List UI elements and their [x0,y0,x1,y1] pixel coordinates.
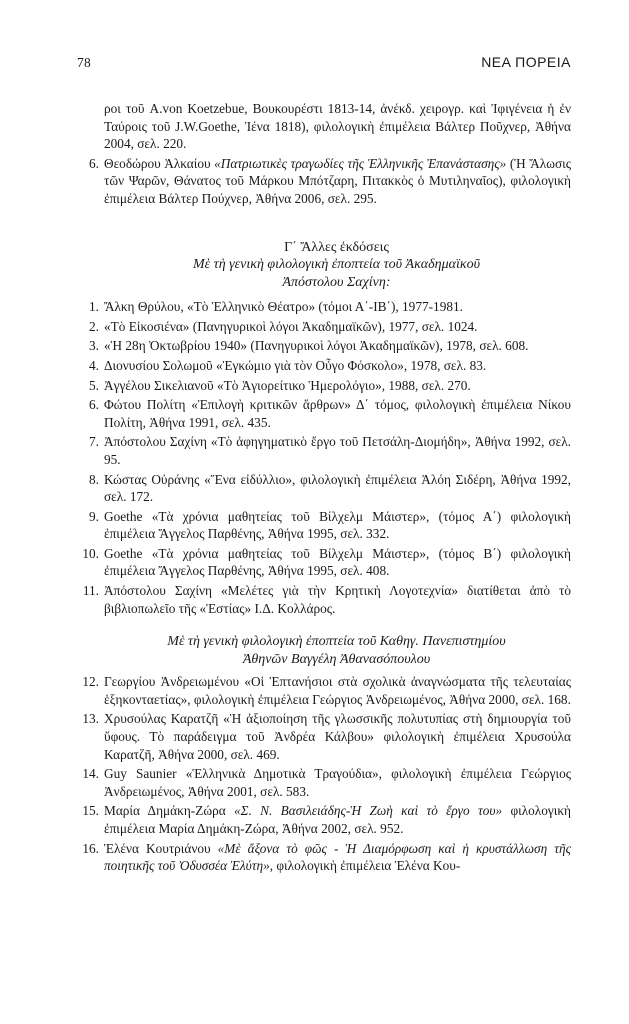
entry-number: 1. [89,299,99,315]
entry-text: Γεωργίου Ἀνδρειωμένου «Οἱ Ἑπτανήσιοι στὰ σχολικὰ ἀναγνώσματα τῆς τελευταίας ἑξηκονταετίας», φιλολογικὴ ἐπιμέλεια Γεώργιος Ἀνδρειωμένος, Ἀθήνα 2000, σελ. 168. [104,674,571,707]
section-title: Γ΄ Ἄλλες ἐκδόσεις [284,239,389,255]
entry-number: 9. [89,508,99,524]
entry-title: «Πατριωτικὲς τραγωδίες τῆς Ἑλληνικῆς Ἐπανάστασης» [214,155,507,171]
bibliography-entry [77,840,571,875]
entry-text: «Ἡ 28η Ὀκτωβρίου 1940» (Πανηγυρικοὶ λόγοι Ἀκαδημαϊκῶν), 1978, σελ. 608. [104,338,529,354]
entry-title: «Μὲ ἄξονα τὸ φῶς - Ἡ Διαμόρφωση καὶ ἡ κρυστάλλωση τῆς ποιητικῆς τοῦ Ὀδυσσέα Ἐλύτη» [104,840,571,874]
section-heading [77,239,571,293]
bibliography-entry [77,155,571,208]
bibliography-entry [77,337,571,355]
entry-text: Φώτου Πολίτη «Ἐπιλογὴ κριτικῶν ἄρθρων» Δ΄ τόμος, φιλολογικὴ ἐπιμέλεια Νίκου Πολίτη, Ἀθήνα 1991, σελ. 435. [104,397,571,430]
entry-number: 10. [82,545,99,561]
entry-text: Ἀπόστολου Σαχίνη «Μελέτες γιὰ τὴν Κρητικὴ Λογοτεχνία» διατίθεται ἀπὸ τὸ βιβλιοπωλεῖο τῆς «Ἑστίας» Ι.Δ. Κολλάρος. [104,583,571,616]
entry-number: 8. [89,471,99,487]
bibliography-entry [77,396,571,431]
running-header [77,54,571,71]
entry-text: Κώστας Οὐράνης «Ἕνα εἰδύλλιο», φιλολογικὴ ἐπιμέλεια Ἀλόη Σιδέρη, Ἀθήνα 1992, σελ. 172. [104,471,571,505]
subsection-heading-line: Μὲ τὴ γενικὴ φιλολογικὴ ἐποπτεία τοῦ Καθηγ. Πανεπιστημίου [167,634,506,650]
subsection-heading-line: Ἀθηνῶν Βαγγέλη Ἀθανασόπουλου [242,652,431,668]
page-number: 78 [77,55,91,70]
entry-text: Goethe «Τὰ χρόνια μαθητείας τοῦ Βίλχελμ Μάιστερ», (τόμος Α΄) φιλολογικὴ ἐπιμέλεια Ἄγγελος Παρθένης, Ἀθήνα 1995, σελ. 332. [104,508,571,542]
bibliography-entry [77,673,571,708]
entry-author: Μαρία Δημάκη-Ζώρα [104,803,234,819]
entry-number: 2. [89,318,99,334]
entry-number: 16. [82,840,99,856]
entry-number: 14. [82,766,99,782]
entry-number: 13. [82,711,99,727]
subsection-heading [77,633,571,669]
bibliography-entry [77,582,571,617]
entry-number: 11. [82,583,99,599]
continued-entry-text: ροι τοῦ A.von Koetzebue, Βουκουρέστι 1813-14, ἀνέκδ. χειρογρ. καὶ Ἰφιγένεια ἡ ἐν Ταύροις τοῦ J.W.Goethe, Ἰένα 1818), φιλολογικὴ ἐπιμέλεια Βάλτερ Ποῦχνερ, Ἀθήνα 2004, σελ. 220. [104,101,571,152]
entries-list-a [77,298,571,617]
entry-number: 6. [89,397,99,413]
entry-text: Χρυσούλας Καρατζῆ «Ἡ ἀξιοποίηση τῆς γλωσσικῆς πολυτυπίας στὴ δημιουργία τοῦ ὕφους. Τὸ παράδειγμα τοῦ Ἀνδρέα Κάλβου» φιλολογικὴ ἐπιμέλεια Χρυσούλα Καρατζῆ, Ἀθήνα 2000, σελ. 469. [104,711,571,762]
entry-text: Διονυσίου Σολωμοῦ «Ἐγκώμιο γιὰ τὸν Οὖγο Φόσκολο», 1978, σελ. 83. [104,357,487,373]
entry-text: Ἀπόστολου Σαχίνη «Τὸ ἀφηγηματικὸ ἔργο τοῦ Πετσάλη-Διομήδη», Ἀθήνα 1992, σελ. 95. [104,434,571,467]
bibliography-entry [77,433,571,468]
bibliography-entry [77,357,571,375]
bibliography-entry [77,765,571,800]
bibliography-entry [77,298,571,316]
entry-details: , φιλολογικὴ ἐπιμέλεια Ἑλένα Κου- [269,858,461,874]
entry-text: Ἀγγέλου Σικελιανοῦ «Τὸ Ἁγιορείτικο Ἡμερολόγιο», 1988, σελ. 270. [104,377,471,393]
bibliography-entry [77,710,571,763]
bibliography-entry [77,377,571,395]
entry-number: 12. [82,674,99,690]
entry-number: 5. [89,377,99,393]
bibliography-entry [77,802,571,837]
entry-number: 15. [82,803,99,819]
entry-author: Θεοδώρου Ἀλκαίου [104,155,215,171]
journal-title: ΝΕΑ ΠΟΡΕΙΑ [481,54,571,70]
section-subtitle-line: Μὲ τὴ γενικὴ φιλολογικὴ ἐποπτεία τοῦ Ἀκαδημαϊκοῦ [193,257,480,273]
entry-text: Ἄλκη Θρύλου, «Τὸ Ἑλληνικὸ Θέατρο» (τόμοι Α΄-ΙΒ΄), 1977-1981. [104,299,463,315]
entry-number: 3. [89,338,99,354]
section-subtitle-line: Ἀπόστολου Σαχίνη: [282,275,391,291]
page-body [77,100,571,877]
bibliography-entry [77,318,571,336]
entry-number: 6. [89,155,99,171]
bibliography-entry [77,545,571,580]
entry-title: «Σ. Ν. Βασιλειάδης-Ἡ Ζωὴ καὶ τὸ ἔργο του» [233,803,503,819]
section-subtitle [102,256,571,292]
entry-text: Goethe «Τὰ χρόνια μαθητείας τοῦ Βίλχελμ Μάιστερ», (τόμος Β΄) φιλολογικὴ ἐπιμέλεια Ἄγγελος Παρθένης, Ἀθήνα 1995, σελ. 408. [104,545,571,579]
entry-number: 7. [89,434,99,450]
entry-author: Ἑλένα Κουτριάνου [104,840,218,856]
entry-number: 4. [89,357,99,373]
entry-details: φιλολογικὴ ἐπιμέλεια Μαρία Δημάκη-Ζώρα, Ἀθήνα 2002, σελ. 952. [104,803,571,836]
bibliography-entry [77,471,571,506]
bibliography-entry [77,508,571,543]
entry-text: «Τὸ Εἰκοσιένα» (Πανηγυρικοὶ λόγοι Ἀκαδημαϊκῶν), 1977, σελ. 1024. [104,318,478,334]
entry-text: Guy Saunier «Ἑλληνικὰ Δημοτικὰ Τραγούδια», φιλολογικὴ ἐπιμέλεια Γεώργιος Ἀνδρειωμένος, Ἀθήνα 2001, σελ. 583. [104,766,571,799]
entry-details: (Ἡ Ἄλωσις τῶν Ψαρῶν, Θάνατος τοῦ Μάρκου Μπότζαρη, Πιτακκὸς ὁ Μυτιληναῖος), φιλολογικὴ ἐπιμέλεια Βάλτερ Πούχνερ, Ἀθήνα 2006, σελ. 295. [104,155,571,206]
entries-list-b [77,673,571,875]
